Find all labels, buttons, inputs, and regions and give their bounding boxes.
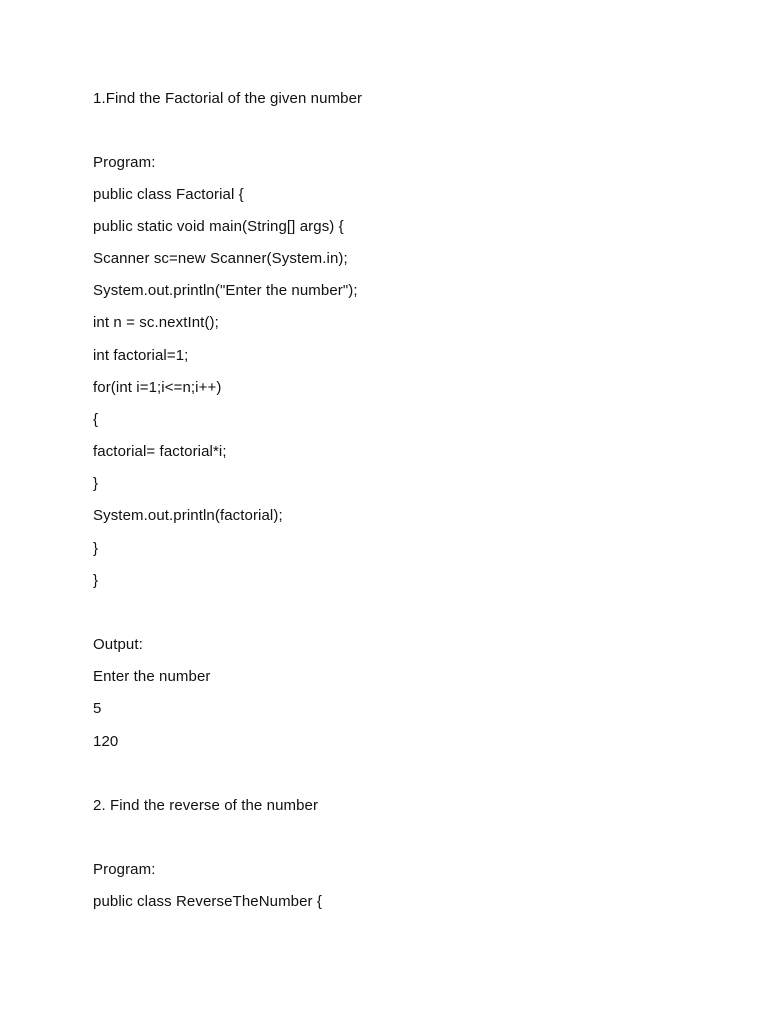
code-line: int factorial=1; [93, 347, 189, 364]
output-line: Enter the number [93, 668, 211, 685]
section1-program-label: Program: [93, 154, 156, 171]
section2-program-label: Program: [93, 861, 156, 878]
code-line: int n = sc.nextInt(); [93, 314, 219, 331]
output-line: 120 [93, 733, 119, 750]
code-line: public class Factorial { [93, 186, 244, 203]
output-line: 5 [93, 700, 102, 717]
code-line: public class ReverseTheNumber { [93, 893, 323, 910]
code-line: factorial= factorial*i; [93, 443, 227, 460]
code-line: System.out.println(factorial); [93, 507, 283, 524]
code-line: { [93, 411, 99, 428]
code-line: for(int i=1;i<=n;i++) [93, 379, 222, 396]
section1-output-label: Output: [93, 636, 143, 653]
section1-heading: 1.Find the Factorial of the given number [93, 90, 363, 107]
section2-heading: 2. Find the reverse of the number [93, 797, 319, 814]
code-line: } [93, 540, 99, 557]
code-line: public static void main(String[] args) { [93, 218, 344, 235]
code-line: } [93, 572, 99, 589]
code-line: System.out.println("Enter the number"); [93, 282, 358, 299]
code-line: Scanner sc=new Scanner(System.in); [93, 250, 348, 267]
code-line: } [93, 475, 99, 492]
